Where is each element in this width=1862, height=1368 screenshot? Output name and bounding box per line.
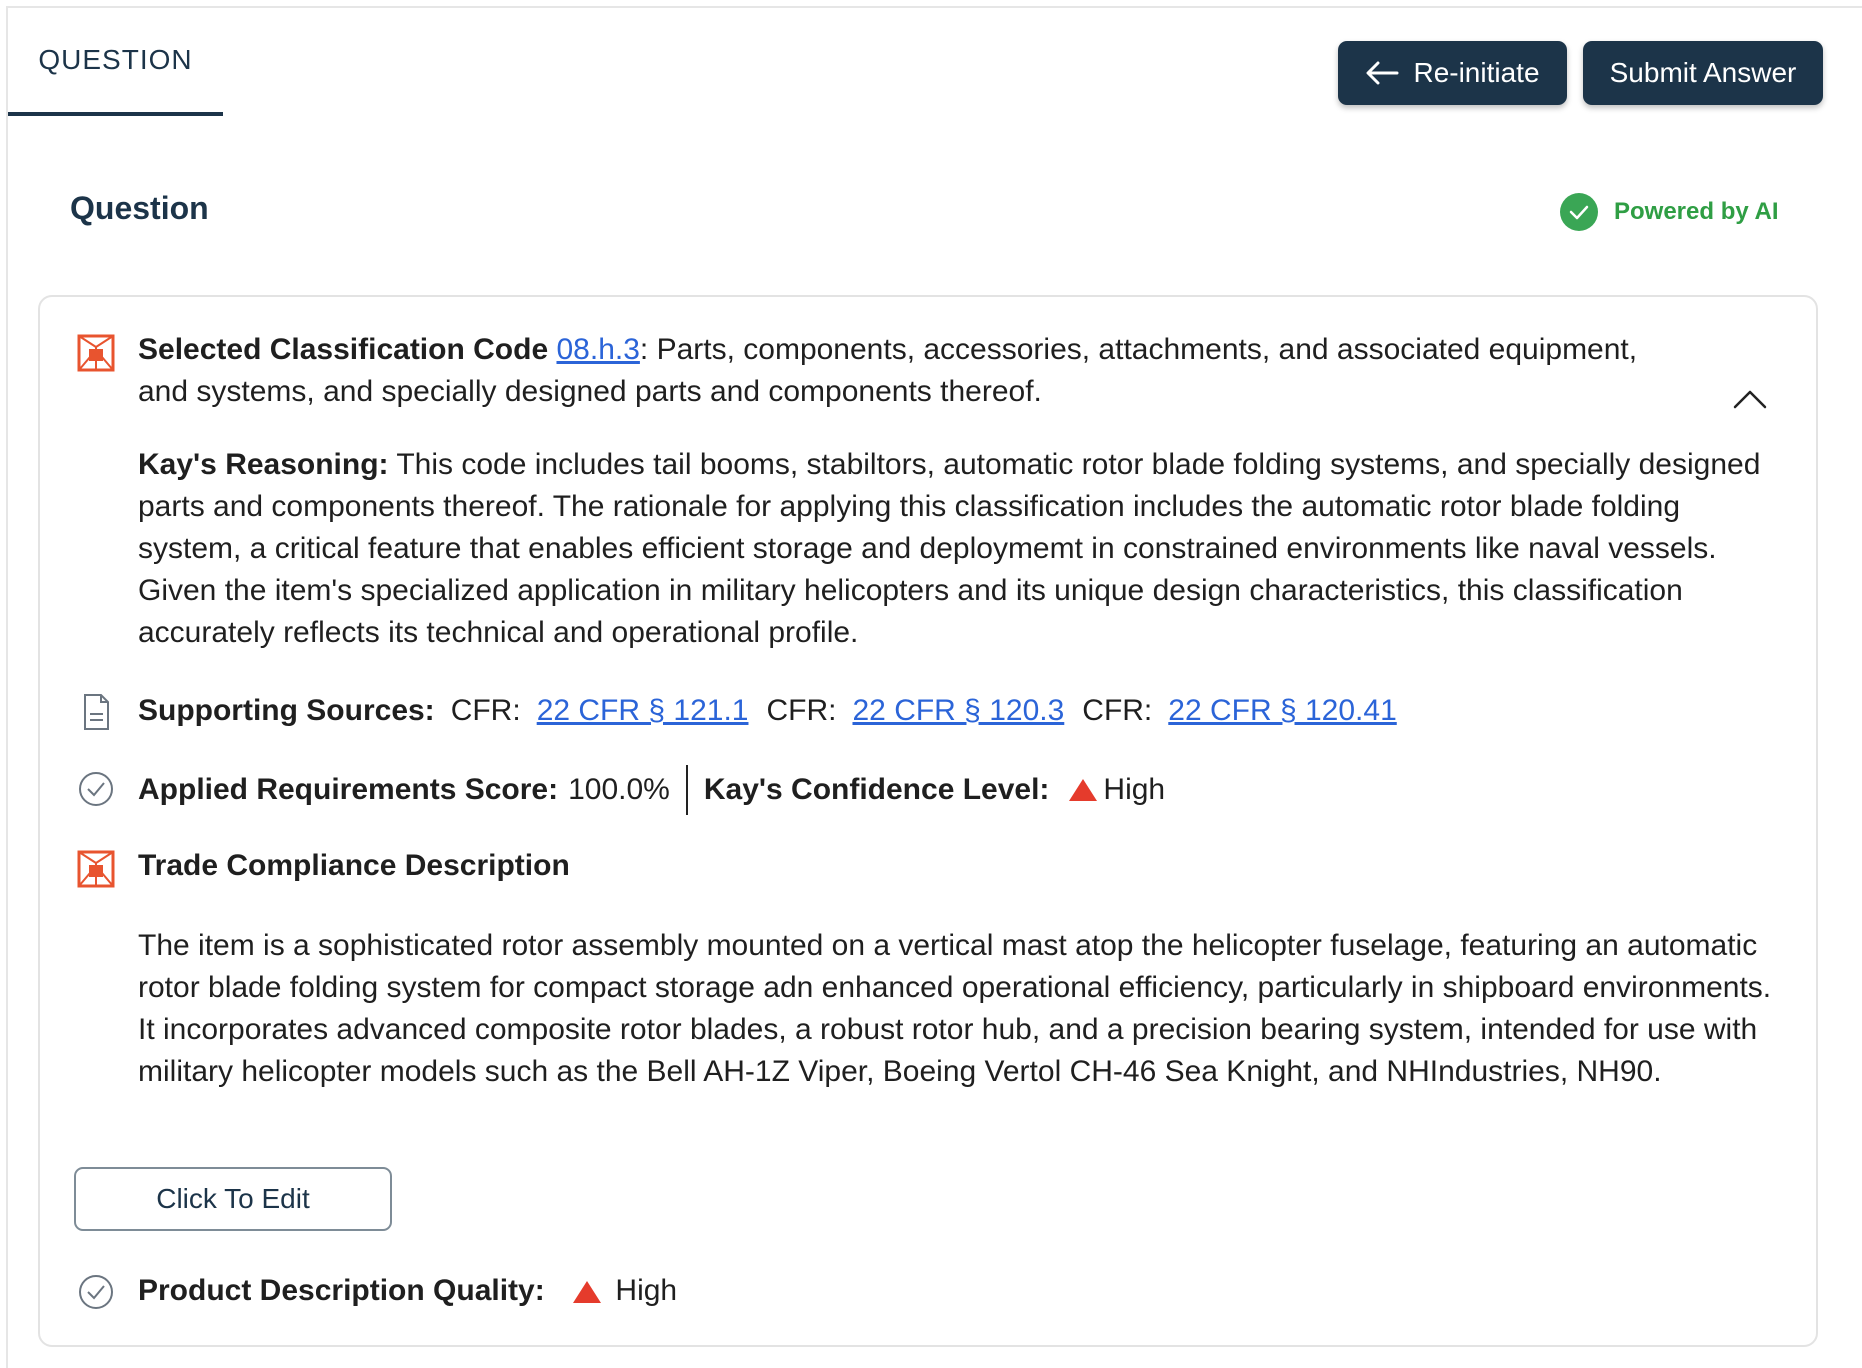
classification-card xyxy=(38,295,1818,1347)
check-circle-icon xyxy=(1560,193,1598,231)
divider xyxy=(686,765,688,815)
page-title: Question xyxy=(70,190,209,226)
classification-code-link[interactable]: 08.h.3 xyxy=(556,333,640,366)
source-link-120-3[interactable]: 22 CFR § 120.3 xyxy=(852,694,1065,727)
chevron-up-icon[interactable] xyxy=(1732,387,1768,411)
quality-value: High xyxy=(615,1274,678,1307)
triangle-up-icon xyxy=(573,1281,601,1303)
source-prefix: CFR: xyxy=(1082,694,1153,727)
confidence-value: High xyxy=(1103,773,1166,806)
document-icon xyxy=(76,692,116,732)
check-outline-icon xyxy=(76,1272,116,1312)
source-prefix: CFR: xyxy=(766,694,837,727)
quality-label: Product Description Quality: xyxy=(138,1274,545,1307)
tab-question[interactable]: QUESTION xyxy=(8,8,223,116)
source-link-120-41[interactable]: 22 CFR § 120.41 xyxy=(1168,694,1397,727)
reinitiate-label: Re-initiate xyxy=(1413,57,1540,88)
classification-description: : Parts, components, accessories, attachments, and associated equipment, and systems, and specially designed parts and components thereof. xyxy=(138,333,1638,408)
score-value: 100.0% xyxy=(568,773,670,806)
score-label: Applied Requirements Score: xyxy=(138,773,559,806)
classification-cube-icon xyxy=(76,333,116,373)
classification-label: Selected Classification Code xyxy=(138,333,549,366)
powered-by-ai-badge xyxy=(1560,193,1778,231)
source-link-121-1[interactable]: 22 CFR § 121.1 xyxy=(536,694,749,727)
arrow-left-icon xyxy=(1365,60,1399,86)
reinitiate-button[interactable] xyxy=(1338,41,1567,105)
check-outline-icon xyxy=(76,769,116,809)
triangle-up-icon xyxy=(1069,779,1097,801)
confidence-label: Kay's Confidence Level: xyxy=(703,773,1050,806)
source-prefix: CFR: xyxy=(450,694,521,727)
click-to-edit-button[interactable]: Click To Edit xyxy=(74,1167,392,1231)
trade-compliance-text: The item is a sophisticated rotor assembly mounted on a vertical mast atop the helicopter fuselage, featuring an automatic rotor blade folding system for compact storage adn enhanced operational efficiency, particularly in shipboard environments. It incorporates advanced composite rotor blades, a robust rotor hub, and a precision bearing system, intended for use with military helicopter models such as the Bell AH-1Z Viper, Boeing Vertol CH-46 Sea Knight, and NHIndustries, NH90. xyxy=(138,929,1772,1088)
trade-cube-icon xyxy=(76,849,116,889)
reasoning-label: Kay's Reasoning: xyxy=(138,448,389,481)
powered-by-label: Powered by AI xyxy=(1614,198,1779,225)
sources-label: Supporting Sources: xyxy=(138,694,435,727)
tab-bar xyxy=(8,8,1862,118)
trade-compliance-title: Trade Compliance Description xyxy=(138,849,570,882)
reasoning-text: This code includes tail booms, stabiltors, automatic rotor blade folding systems, and specially designed parts and components thereof. The rationale for applying this classification includes the automatic rotor blade folding system, a critical feature that enables efficient storage and deploymemt in constrained environments like naval vessels. Given the item's specialized application in military helicopters and its unique design characteristics, this classification accurately reflects its technical and operational profile. xyxy=(138,448,1761,649)
submit-answer-button[interactable]: Submit Answer xyxy=(1583,41,1823,105)
